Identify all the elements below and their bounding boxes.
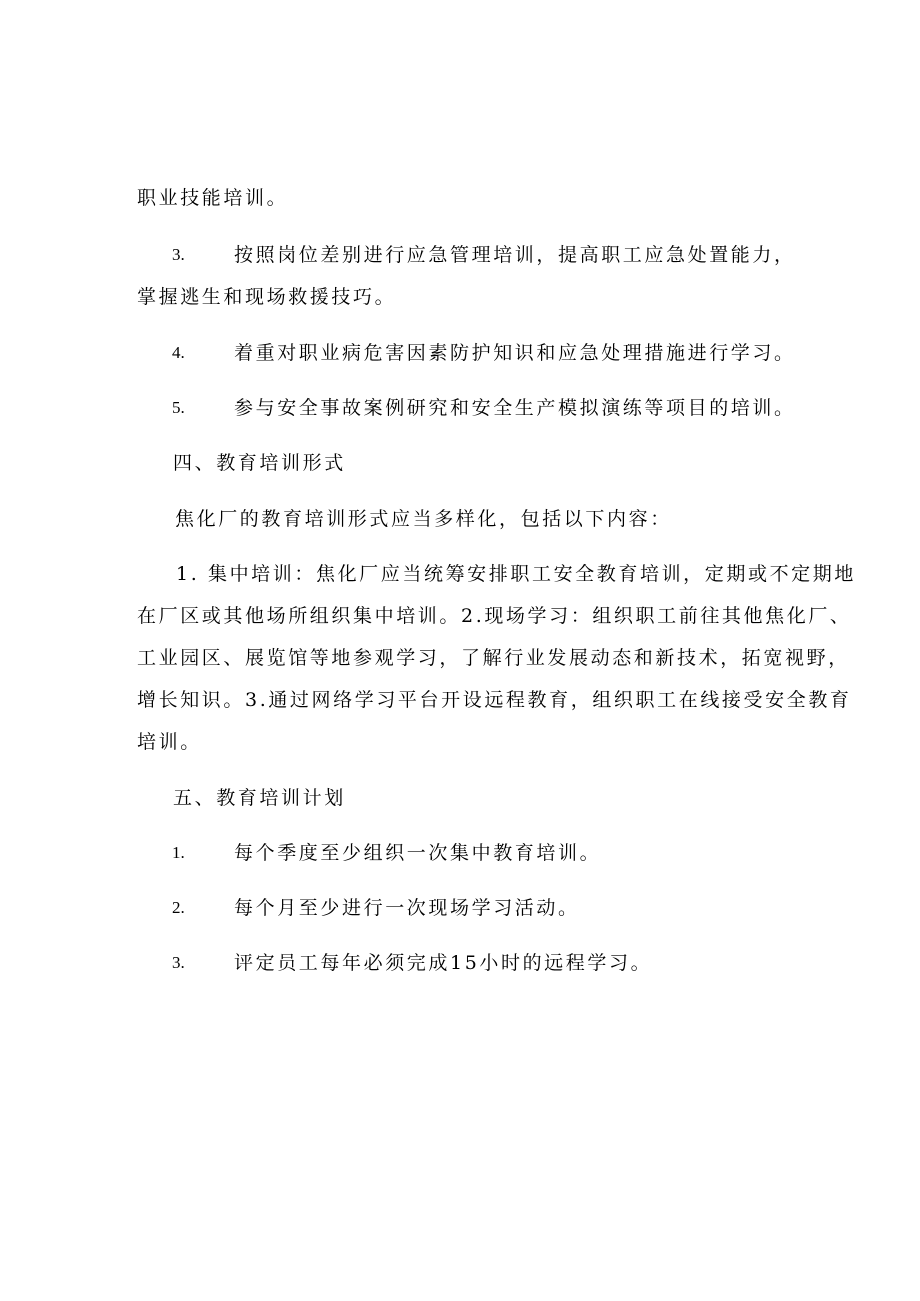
section-heading: 五、教育培训计划 [173, 787, 346, 809]
list-item [0, 951, 920, 975]
list-item-number: 3. [172, 245, 185, 264]
list-item-number: 4. [172, 343, 185, 362]
list-item [0, 841, 920, 865]
list-item-number: 5. [172, 398, 185, 417]
list-item-number: 3. [172, 953, 185, 972]
list-item-text: 按照岗位差别进行应急管理培训，提高职工应急处置能力， [234, 244, 796, 266]
paragraph-line: 增长知识。3.通过网络学习平台开设远程教育，组织职工在线接受安全教育 [137, 689, 852, 711]
list-item-continuation: 掌握逃生和现场救援技巧。 [137, 286, 397, 308]
list-item-text: 评定员工每年必须完成15小时的远程学习。 [234, 952, 653, 974]
list-item-text: 每个月至少进行一次现场学习活动。 [234, 897, 580, 919]
paragraph-line: 1. 集中培训：焦化厂应当统筹安排职工安全教育培训，定期或不定期地 [176, 563, 856, 585]
list-item [0, 341, 920, 365]
list-item-text: 参与安全事故案例研究和安全生产模拟演练等项目的培训。 [234, 397, 796, 419]
list-item [0, 396, 920, 420]
section-heading: 四、教育培训形式 [173, 452, 346, 474]
list-item [0, 243, 920, 267]
paragraph-line: 培训。 [137, 731, 202, 753]
paragraph-line: 在厂区或其他场所组织集中培训。2.现场学习：组织职工前往其他焦化厂、 [137, 605, 852, 627]
section-intro: 焦化厂的教育培训形式应当多样化，包括以下内容： [175, 508, 672, 530]
list-item-number: 1. [172, 843, 185, 862]
list-item-number: 2. [172, 898, 185, 917]
list-item-text: 每个季度至少组织一次集中教育培训。 [234, 842, 602, 864]
continuation-text: 职业技能培训。 [137, 187, 289, 209]
list-item [0, 896, 920, 920]
list-item-text: 着重对职业病危害因素防护知识和应急处理措施进行学习。 [234, 342, 796, 364]
paragraph-line: 工业园区、展览馆等地参观学习，了解行业发展动态和新技术，拓宽视野， [137, 647, 850, 669]
